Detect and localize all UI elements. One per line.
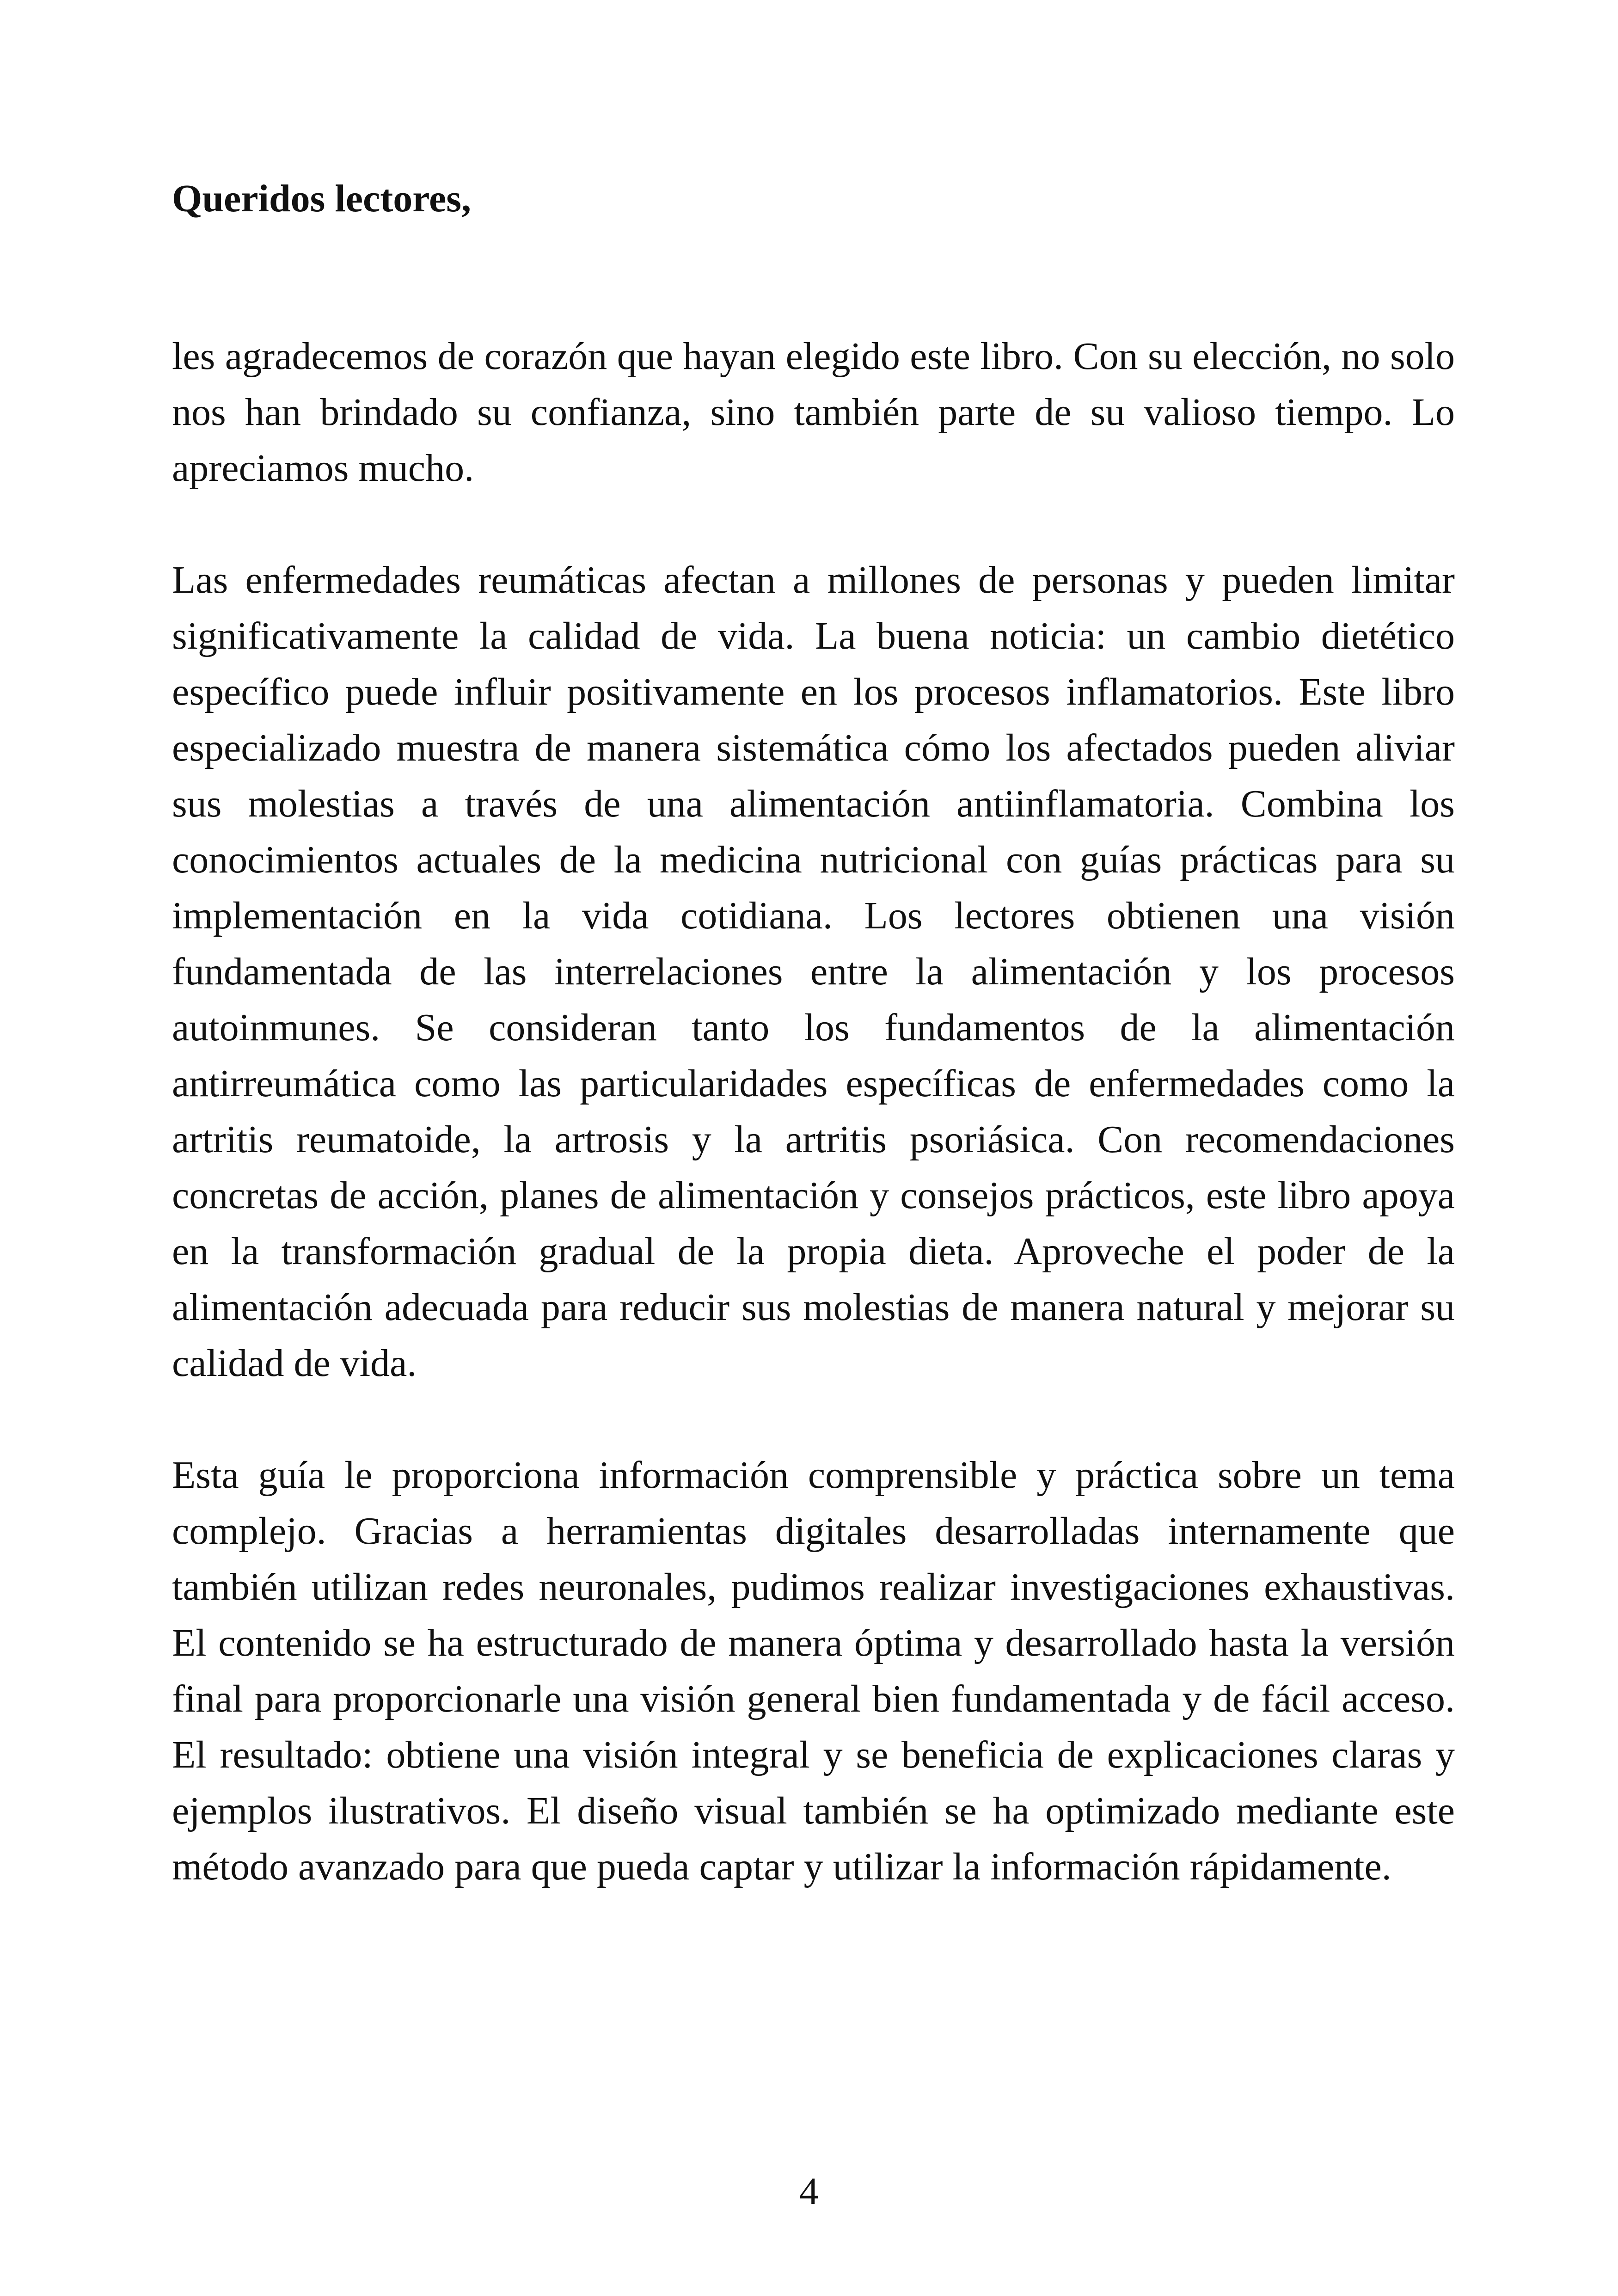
paragraph-gratitude: les agradecemos de corazón que hayan elegido este libro. Con su elección, no solo nos han brindado su confianza, sino también parte de su valioso tiempo. Lo apreciamos mucho. [172, 335, 1455, 490]
salutation-heading: Queridos lectores, [172, 177, 471, 220]
page-number: 4 [799, 2170, 819, 2213]
page-body [172, 171, 1455, 1895]
paragraph-book-description: Las enfermedades reumáticas afectan a millones de personas y pueden limitar significativamente la calidad de vida. La buena noticia: un cambio dietético específico puede influir positivamente en los procesos inflamatorios. Este libro especializado muestra de manera sistemática cómo los afectados pueden aliviar sus molestias a través de una alimentación antiinflamatoria. Combina los conocimientos actuales de la medicina nutricional con guías prácticas para su implementación en la vida cotidiana. Los lectores obtienen una visión fundamentada de las interrelaciones entre la alimentación y los procesos autoinmunes. Se consideran tanto los fundamentos de la alimentación antirreumática como las particularidades específicas de enfermedades como la artritis reumatoide, la artrosis y la artritis psoriásica. Con recomendaciones concretas de acción, planes de alimentación y consejos prácticos, este libro apoya en la transformación gradual de la propia dieta. Aproveche el poder de la alimentación adecuada para reducir sus molestias de manera natural y mejorar su calidad de vida. [172, 559, 1455, 1385]
paragraph-guide-method: Esta guía le proporciona información comprensible y práctica sobre un tema complejo. Gracias a herramientas digitales desarrolladas internamente que también utilizan redes neuronales, pudimos realizar investigaciones exhaustivas. El contenido se ha estructurado de manera óptima y desarrollado hasta la versión final para proporcionarle una visión general bien fundamentada y de fácil acceso. El resultado: obtiene una visión integral y se beneficia de explicaciones claras y ejemplos ilustrativos. El diseño visual también se ha optimizado mediante este método avanzado para que pueda captar y utilizar la información rápidamente. [172, 1454, 1455, 1888]
